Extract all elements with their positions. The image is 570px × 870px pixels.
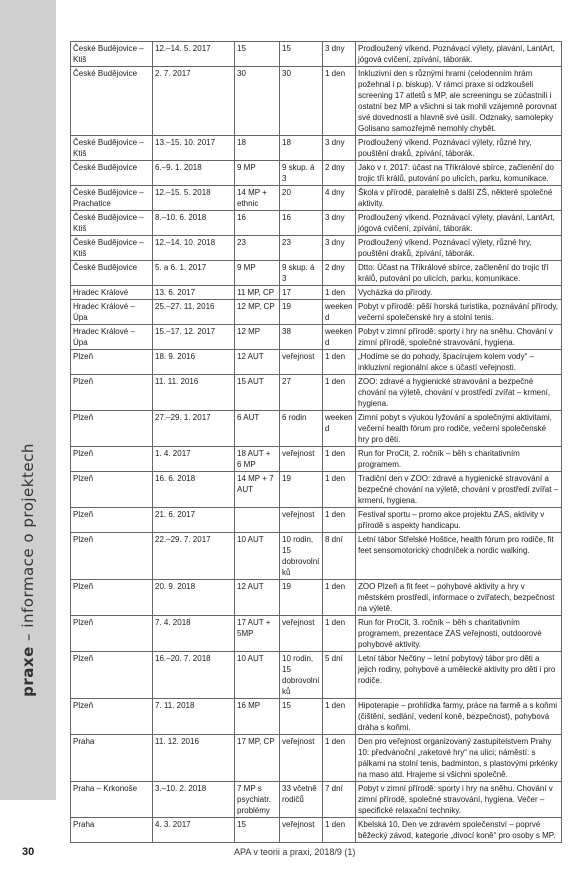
- table-row: [71, 616, 562, 652]
- cell-location: Hradec Králové – Úpa: [71, 325, 153, 350]
- cell-total: 38: [280, 325, 323, 350]
- cell-date: 13.–15. 10. 2017: [153, 136, 235, 161]
- cell-description: Prodloužený víkend. Poznávací výlety, různé hry, pouštění draků, zpívání, táborák.: [356, 136, 562, 161]
- cell-description: Prodloužený víkend. Poznávací výlety, plavání, LantArt, jógová cvičení, zpívání, táborák.: [356, 211, 562, 236]
- cell-total: 19: [280, 580, 323, 616]
- cell-participants: 12 AUT: [235, 580, 280, 616]
- cell-participants: [235, 508, 280, 533]
- cell-date: 3.–10. 2. 2018: [153, 782, 235, 818]
- cell-duration: weekend: [323, 325, 356, 350]
- table-row: [71, 699, 562, 735]
- cell-duration: 1 den: [323, 472, 356, 508]
- cell-participants: 10 AUT: [235, 533, 280, 580]
- cell-duration: 8 dní: [323, 533, 356, 580]
- cell-description: Zimní pobyt s výukou lyžování a společnými aktivitami, večerní health fórum pro rodiče, večerní společenské hry pro děti.: [356, 411, 562, 447]
- cell-duration: 3 dny: [323, 236, 356, 261]
- cell-total: 10 rodin, 15 dobrovolníků: [280, 533, 323, 580]
- cell-participants: 6 AUT: [235, 411, 280, 447]
- cell-location: Plzeň: [71, 472, 153, 508]
- cell-total: 20: [280, 186, 323, 211]
- cell-location: Plzeň: [71, 616, 153, 652]
- cell-description: Kbelská 10, Den ve zdravém společenství – poprvé běžecký závod, kategorie „divocí koně“ pro osoby s MP.: [356, 818, 562, 843]
- cell-participants: 15: [235, 818, 280, 843]
- cell-description: „Hodíme se do pohody, špacírujem kolem vody“ – inkluzivní regionální akce s účastí veřejnosti.: [356, 350, 562, 375]
- cell-date: 20. 9. 2018: [153, 580, 235, 616]
- table-row: [71, 300, 562, 325]
- cell-date: 16.–20. 7. 2018: [153, 652, 235, 699]
- cell-description: Pobyt v přírodě: pěší horská turistika, poznávání přírody, večerní společenské hry a stolní tenis.: [356, 300, 562, 325]
- cell-duration: 2 dny: [323, 261, 356, 286]
- cell-location: Hradec Králové: [71, 286, 153, 300]
- cell-duration: 1 den: [323, 580, 356, 616]
- cell-location: Hradec Králové – Úpa: [71, 300, 153, 325]
- cell-participants: 9 MP: [235, 161, 280, 186]
- cell-duration: 3 dny: [323, 136, 356, 161]
- table-row: [71, 735, 562, 782]
- cell-description: Letní tábor Nečtiny – letní pobytový tábor pro děti a jejich rodiny, pohybové a umělecké aktivity pro děti i pro rodiče.: [356, 652, 562, 699]
- cell-participants: 15: [235, 42, 280, 67]
- table-row: [71, 261, 562, 286]
- table-row: [71, 818, 562, 843]
- cell-date: 11. 11. 2016: [153, 375, 235, 411]
- cell-participants: 14 MP + 7 AUT: [235, 472, 280, 508]
- cell-duration: weekend: [323, 300, 356, 325]
- cell-total: veřejnost: [280, 818, 323, 843]
- cell-date: 18. 9. 2016: [153, 350, 235, 375]
- cell-description: Den pro veřejnost organizovaný zastupitelstvem Prahy 10: předvánoční „raketové hry“ na ulici; náměstí: s pálkami na stolní tenis, badminton, s plastovými prkénky na maso atd. Hrajeme si všichni společně.: [356, 735, 562, 782]
- events-table: [70, 41, 562, 843]
- cell-total: 23: [280, 236, 323, 261]
- cell-duration: 1 den: [323, 818, 356, 843]
- cell-participants: 23: [235, 236, 280, 261]
- cell-date: 1. 4. 2017: [153, 447, 235, 472]
- cell-date: 7. 4. 2018: [153, 616, 235, 652]
- section-side-tab: [0, 0, 56, 800]
- cell-description: Dtto: Účast na Tříkrálové sbírce, začlenění do trojic tří králů, putování po ulicích, parku, komunikace.: [356, 261, 562, 286]
- cell-description: Letní tábor Střelské Hoštice, health fórum pro rodiče, fit feet sensomotorický chodníček a nordic walking.: [356, 533, 562, 580]
- cell-total: veřejnost: [280, 735, 323, 782]
- cell-participants: 9 MP: [235, 261, 280, 286]
- cell-location: České Budějovice: [71, 67, 153, 136]
- cell-description: Pobyt v zimní přírodě: sporty i hry na sněhu. Chování v zimní přírodě, společné stravování, hygiena.: [356, 325, 562, 350]
- cell-location: České Budějovice – Ktiš: [71, 211, 153, 236]
- section-label-rest: – informace o projektech: [19, 443, 37, 647]
- cell-description: ZOO: zdravé a hygienické stravování a bezpečné chování na výletě, chování v prostředí zvířat – krmení, hygiena.: [356, 375, 562, 411]
- cell-description: Run for ProCit, 3. ročník – běh s charitativním programem, prezentace ZAS veřejnosti, outdoorové pohybové aktivity.: [356, 616, 562, 652]
- cell-duration: 1 den: [323, 286, 356, 300]
- journal-footer: APA v teorii a praxi, 2018/9 (1): [234, 847, 356, 857]
- cell-description: Hipoterapie – prohlídka farmy, práce na farmě a s koňmi (čištění, sedlání, vedení koně, bezpečnost), pohybová dráha s koňmi.: [356, 699, 562, 735]
- cell-description: Festival sportu – promo akce projektu ZAS, aktivity v přírodě s aspekty handicapu.: [356, 508, 562, 533]
- cell-date: 2. 7. 2017: [153, 67, 235, 136]
- cell-duration: weekend: [323, 411, 356, 447]
- table-row: [71, 136, 562, 161]
- cell-date: 27.–29. 1. 2017: [153, 411, 235, 447]
- table-row: [71, 533, 562, 580]
- cell-participants: 16: [235, 211, 280, 236]
- cell-duration: 1 den: [323, 508, 356, 533]
- cell-total: 18: [280, 136, 323, 161]
- cell-total: 16: [280, 211, 323, 236]
- cell-location: Plzeň: [71, 508, 153, 533]
- cell-total: 17: [280, 286, 323, 300]
- cell-date: 6.–9. 1. 2018: [153, 161, 235, 186]
- cell-participants: 18 AUT + 6 MP: [235, 447, 280, 472]
- cell-participants: 16 MP: [235, 699, 280, 735]
- cell-location: Plzeň: [71, 652, 153, 699]
- cell-date: 22.–29. 7. 2017: [153, 533, 235, 580]
- table-row: [71, 67, 562, 136]
- table-row: [71, 652, 562, 699]
- cell-participants: 17 AUT + 5MP: [235, 616, 280, 652]
- cell-location: Plzeň: [71, 350, 153, 375]
- cell-description: Jako v r. 2017: účast na Tříkrálové sbírce, začlenění do trojic tří králů, putování po ulicích, parku, komunikace.: [356, 161, 562, 186]
- table-row: [71, 350, 562, 375]
- cell-duration: 1 den: [323, 447, 356, 472]
- cell-date: 21. 6. 2017: [153, 508, 235, 533]
- cell-participants: 14 MP + ethnic: [235, 186, 280, 211]
- cell-total: 27: [280, 375, 323, 411]
- page-number: 30: [22, 846, 35, 858]
- cell-location: Plzeň: [71, 533, 153, 580]
- table-row: [71, 508, 562, 533]
- cell-date: 12.–14. 5. 2017: [153, 42, 235, 67]
- cell-date: 8.–10. 6. 2018: [153, 211, 235, 236]
- section-side-label: [19, 443, 37, 697]
- events-table-body: [71, 42, 562, 843]
- cell-date: 16. 6. 2018: [153, 472, 235, 508]
- table-row: [71, 286, 562, 300]
- cell-duration: 1 den: [323, 735, 356, 782]
- cell-location: České Budějovice – Ktiš: [71, 42, 153, 67]
- cell-location: Plzeň: [71, 699, 153, 735]
- cell-duration: 1 den: [323, 699, 356, 735]
- table-row: [71, 580, 562, 616]
- events-table-wrapper: [70, 41, 561, 843]
- cell-description: Tradiční den v ZOO: zdravé a hygienické stravování a bezpečné chování na výletě, chování v prostředí zvířat – krmení, hygiena.: [356, 472, 562, 508]
- cell-description: Inkluzivní den s různými hrami (celodenním hrám požehnal i p. biskup). V rámci praxe si odzkoušeli screening 17 atletů s MP, ale screeningu se zúčastnili i ostatní bez MP a všichni si tak mohli vzájemně porovnat své dovednosti a hlavně své úsilí. Odznaky, samolepky Golisano samozřejmě nemohly chybět.: [356, 67, 562, 136]
- cell-description: Škola v přírodě, paralelně s další ZŠ, některé společné aktivity.: [356, 186, 562, 211]
- section-label-bold: praxe: [19, 646, 37, 697]
- table-row: [71, 211, 562, 236]
- cell-total: 19: [280, 300, 323, 325]
- cell-date: 7. 11. 2018: [153, 699, 235, 735]
- cell-description: Run for ProCit, 2. ročník – běh s charitativním programem.: [356, 447, 562, 472]
- cell-participants: 18: [235, 136, 280, 161]
- cell-total: 9 skup. á 3: [280, 161, 323, 186]
- cell-total: 15: [280, 42, 323, 67]
- cell-participants: 17 MP, CP: [235, 735, 280, 782]
- cell-duration: 1 den: [323, 375, 356, 411]
- cell-location: České Budějovice – Ktiš: [71, 236, 153, 261]
- cell-duration: 1 den: [323, 350, 356, 375]
- cell-participants: 11 MP, CP: [235, 286, 280, 300]
- cell-duration: 7 dní: [323, 782, 356, 818]
- cell-participants: 10 AUT: [235, 652, 280, 699]
- table-row: [71, 42, 562, 67]
- cell-total: 15: [280, 699, 323, 735]
- cell-duration: 5 dní: [323, 652, 356, 699]
- cell-duration: 1 den: [323, 616, 356, 652]
- table-row: [71, 375, 562, 411]
- cell-total: 6 rodin: [280, 411, 323, 447]
- cell-total: 30: [280, 67, 323, 136]
- cell-participants: 7 MP s psychiatr. problémy: [235, 782, 280, 818]
- cell-participants: 12 MP: [235, 325, 280, 350]
- cell-date: 12.–14. 10. 2018: [153, 236, 235, 261]
- cell-date: 15.–17. 12. 2017: [153, 325, 235, 350]
- cell-location: České Budějovice – Prachatice: [71, 186, 153, 211]
- cell-total: 10 rodin, 15 dobrovolníků: [280, 652, 323, 699]
- cell-participants: 12 MP, CP: [235, 300, 280, 325]
- cell-location: České Budějovice: [71, 261, 153, 286]
- cell-location: Plzeň: [71, 447, 153, 472]
- cell-total: veřejnost: [280, 508, 323, 533]
- table-row: [71, 161, 562, 186]
- cell-participants: 12 AUT: [235, 350, 280, 375]
- table-row: [71, 447, 562, 472]
- cell-date: 11. 12. 2016: [153, 735, 235, 782]
- cell-duration: 4 dny: [323, 186, 356, 211]
- cell-location: Plzeň: [71, 375, 153, 411]
- cell-total: 33 včetně rodičů: [280, 782, 323, 818]
- cell-date: 13. 6. 2017: [153, 286, 235, 300]
- cell-location: České Budějovice: [71, 161, 153, 186]
- cell-location: Plzeň: [71, 411, 153, 447]
- cell-duration: 2 dny: [323, 161, 356, 186]
- cell-description: Pobyt v zimní přírodě: sporty i hry na sněhu. Chování v zimní přírodě, společné stravování, hygiena. Večer – specifické relaxační techniky.: [356, 782, 562, 818]
- cell-total: 9 skup. á 3: [280, 261, 323, 286]
- cell-location: Praha – Krkonoše: [71, 782, 153, 818]
- table-row: [71, 325, 562, 350]
- table-row: [71, 782, 562, 818]
- cell-location: Praha: [71, 735, 153, 782]
- table-row: [71, 186, 562, 211]
- cell-total: veřejnost: [280, 447, 323, 472]
- cell-participants: 30: [235, 67, 280, 136]
- cell-description: Prodloužený víkend. Poznávací výlety, plavání, LantArt, jógová cvičení, zpívání, táborák.: [356, 42, 562, 67]
- cell-location: Praha: [71, 818, 153, 843]
- cell-total: veřejnost: [280, 616, 323, 652]
- cell-location: Plzeň: [71, 580, 153, 616]
- cell-description: Prodloužený víkend. Poznávací výlety, různé hry, pouštění draků, zpívání, táborák.: [356, 236, 562, 261]
- cell-date: 5. a 6. 1. 2017: [153, 261, 235, 286]
- cell-description: ZOO Plzeň a fit feet – pohybové aktivity a hry v městském prostředí, informace o zvířatech, bezpečnost na výletě.: [356, 580, 562, 616]
- table-row: [71, 236, 562, 261]
- table-row: [71, 411, 562, 447]
- cell-duration: 1 den: [323, 67, 356, 136]
- cell-date: 25.–27. 11. 2016: [153, 300, 235, 325]
- table-row: [71, 472, 562, 508]
- cell-duration: 3 dny: [323, 42, 356, 67]
- cell-total: veřejnost: [280, 350, 323, 375]
- cell-description: Vycházka do přírody.: [356, 286, 562, 300]
- cell-participants: 15 AUT: [235, 375, 280, 411]
- cell-date: 4. 3. 2017: [153, 818, 235, 843]
- cell-total: 19: [280, 472, 323, 508]
- cell-duration: 3 dny: [323, 211, 356, 236]
- cell-date: 12.–15. 5. 2018: [153, 186, 235, 211]
- cell-location: České Budějovice – Ktiš: [71, 136, 153, 161]
